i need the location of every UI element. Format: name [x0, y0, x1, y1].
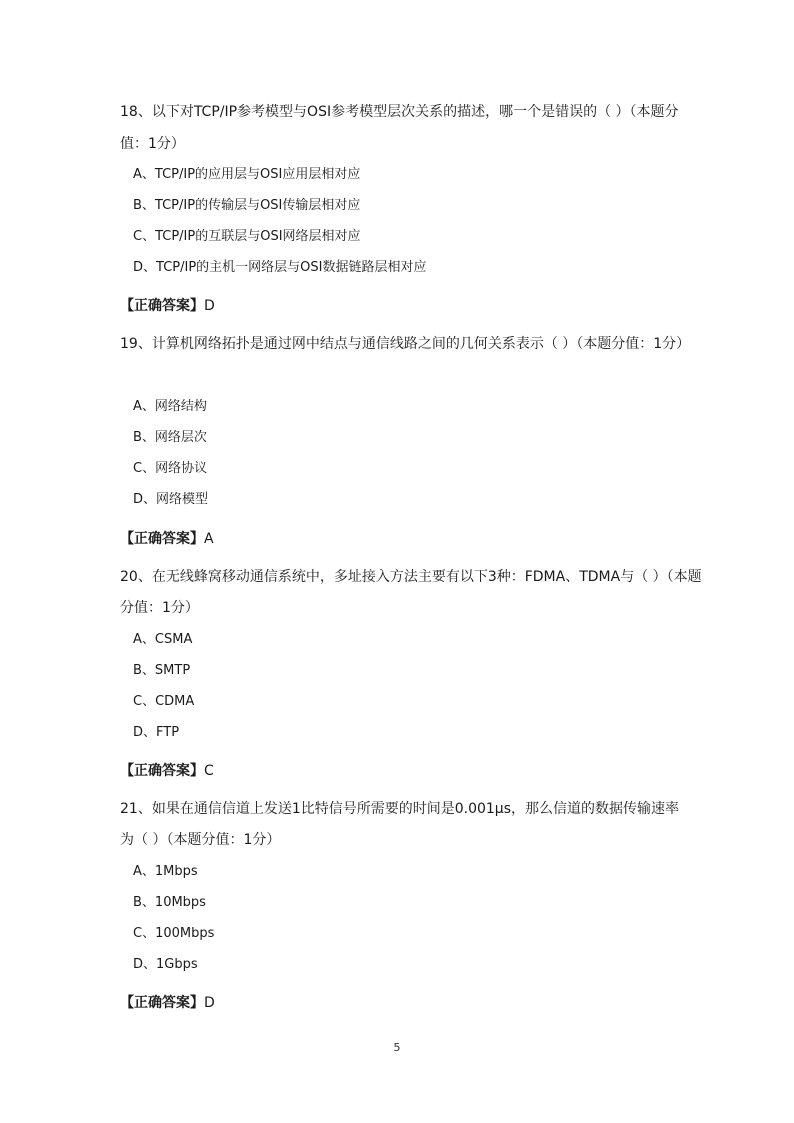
- question-21-line-1: 21、如果在通信信道上发送1比特信号所需要的时间是0.001μs，那么信道的数据传输速率: [120, 801, 679, 817]
- answer-value: D: [204, 298, 215, 314]
- question-21-option-b: B、10Mbps: [133, 895, 206, 910]
- answer-label: 【正确答案】: [120, 995, 204, 1011]
- question-21-option-a: A、1Mbps: [133, 864, 198, 879]
- question-20-option-a: A、CSMA: [133, 632, 193, 647]
- question-19-line-1: 19、计算机网络拓扑是通过网中结点与通信线路之间的几何关系表示（ ）（本题分值：1分）: [120, 336, 691, 352]
- question-21-option-d: D、1Gbps: [133, 957, 198, 972]
- answer-value: A: [204, 531, 214, 547]
- question-20-line-1: 20、在无线蜂窝移动通信系统中，多址接入方法主要有以下3种：FDMA、TDMA与（ ）（本题: [120, 569, 702, 585]
- question-18-option-c: C、TCP/IP的互联层与OSI网络层相对应: [133, 229, 361, 244]
- question-18-option-a: A、TCP/IP的应用层与OSI应用层相对应: [133, 167, 361, 182]
- question-18-line-1: 18、以下对TCP/IP参考模型与OSI参考模型层次关系的描述，哪一个是错误的（ ）（本题分: [120, 104, 679, 120]
- question-19-option-c: C、网络协议: [133, 461, 208, 476]
- question-19-option-b: B、网络层次: [133, 430, 207, 445]
- question-20-option-d: D、FTP: [133, 725, 180, 740]
- question-19-answer: [120, 530, 214, 548]
- question-18-option-d: D、TCP/IP的主机一网络层与OSI数据链路层相对应: [133, 260, 427, 275]
- question-21-answer: [120, 994, 215, 1012]
- question-21-option-c: C、100Mbps: [133, 926, 215, 941]
- answer-label: 【正确答案】: [120, 298, 204, 314]
- question-18-option-b: B、TCP/IP的传输层与OSI传输层相对应: [133, 198, 361, 213]
- page-number: 5: [393, 1041, 401, 1054]
- answer-value: D: [204, 995, 215, 1011]
- question-18-answer: [120, 297, 215, 315]
- question-19-option-a: A、网络结构: [133, 399, 207, 414]
- question-20-option-c: C、CDMA: [133, 694, 195, 709]
- answer-value: C: [204, 763, 214, 779]
- question-19-option-d: D、网络模型: [133, 492, 209, 507]
- answer-label: 【正确答案】: [120, 763, 204, 779]
- question-18-line-2: 值：1分）: [120, 136, 185, 152]
- answer-label: 【正确答案】: [120, 531, 204, 547]
- question-20-line-2: 分值：1分）: [120, 600, 199, 616]
- question-20-answer: [120, 762, 214, 780]
- question-21-line-2: 为（ ）（本题分值：1分）: [120, 832, 281, 848]
- question-20-option-b: B、SMTP: [133, 663, 191, 678]
